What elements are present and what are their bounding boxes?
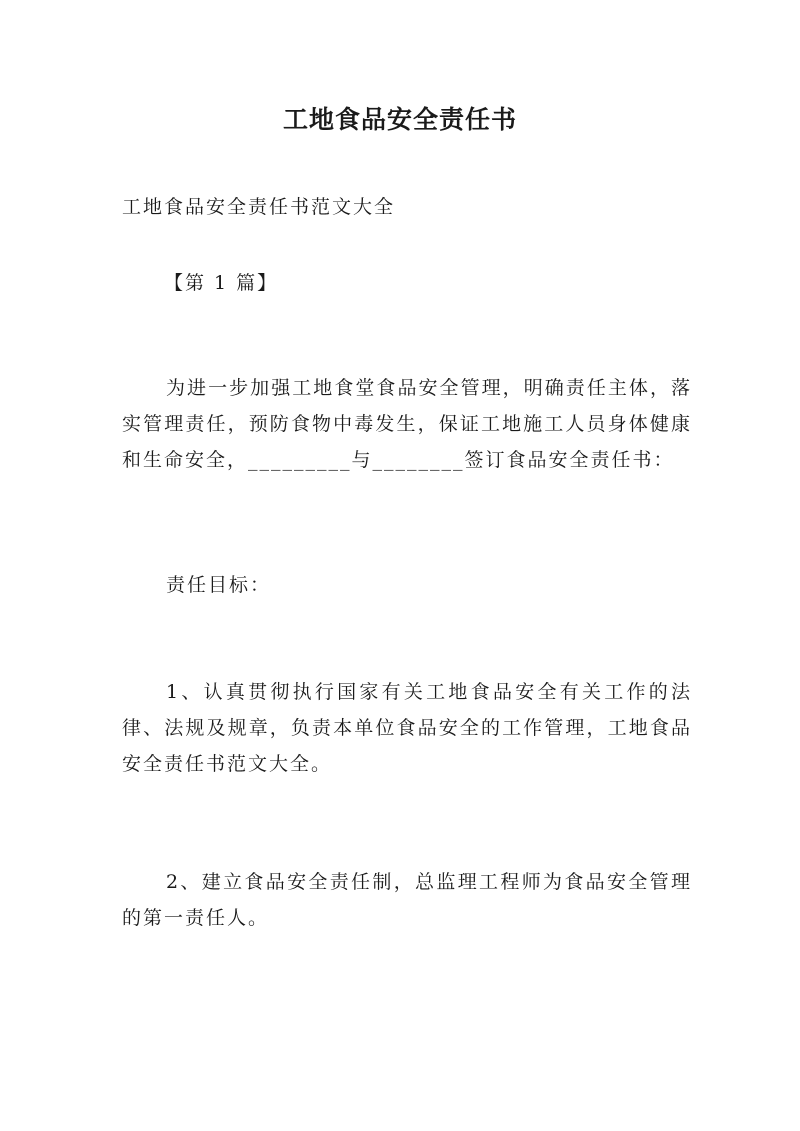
intro-paragraph: 为进一步加强工地食堂食品安全管理，明确责任主体，落实管理责任，预防食物中毒发生，保证工地施工人员身体健康和生命安全，_________与________签订食品安全责任书： [122, 377, 692, 471]
document-title: 工地食品安全责任书 [282, 105, 517, 134]
document-subtitle: 工地食品安全责任书范文大全 [122, 196, 396, 218]
goal-item-1: 1、认真贯彻执行国家有关工地食品安全有关工作的法律、法规及规章，负责本单位食品安全的工作管理，工地食品安全责任书范文大全。 [122, 681, 692, 775]
goals-heading: 责任目标： [166, 574, 272, 596]
goal-item-2: 2、建立食品安全责任制，总监理工程师为食品安全管理的第一责任人。 [122, 871, 692, 929]
section-label: 【第 1 篇】 [164, 272, 279, 294]
